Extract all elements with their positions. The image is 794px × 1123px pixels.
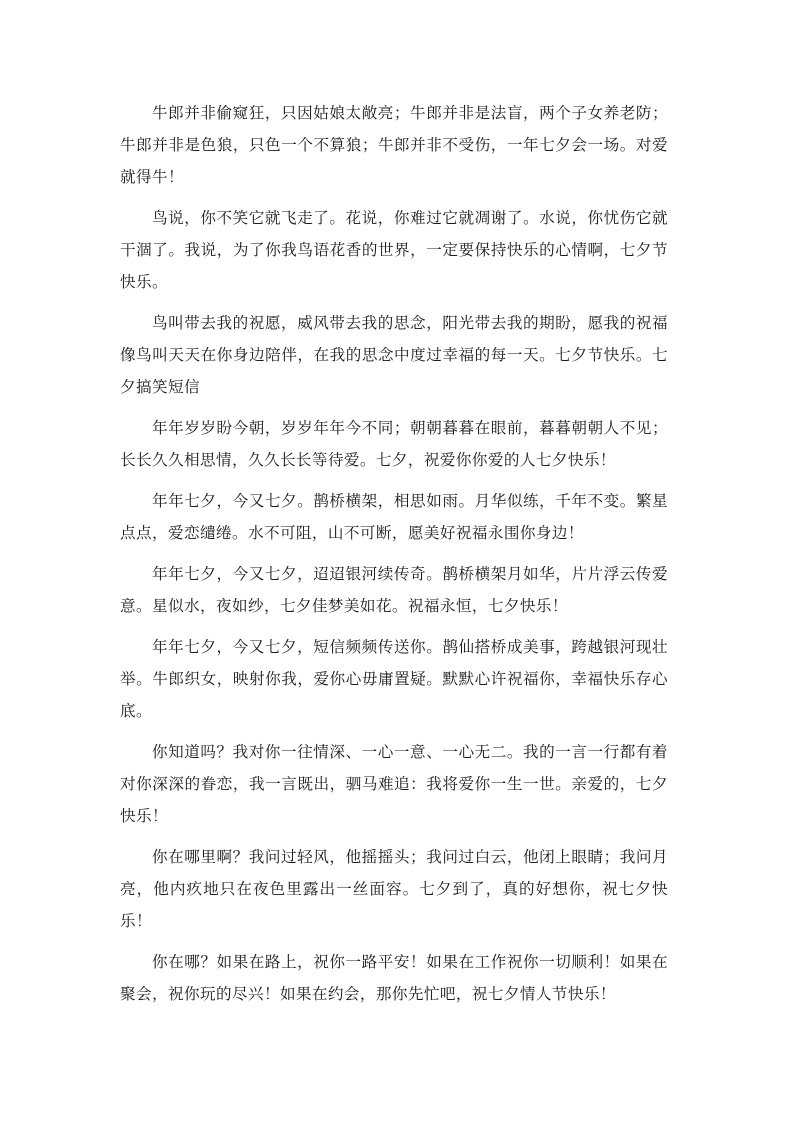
paragraph-9: 你在哪里啊？我问过轻风，他摇摇头；我问过白云，他闭上眼睛；我问月亮，他内疚地只在夜色里露出一丝面容。七夕到了，真的好想你，祝七夕快乐！ [120, 848, 668, 930]
paragraph-7: 年年七夕，今又七夕，短信频频传送你。鹊仙搭桥成美事，跨越银河现壮举。牛郎织女，映射你我，爱你心毋庸置疑。默默心许祝福你，幸福快乐存心底。 [120, 638, 668, 720]
paragraph-10: 你在哪？如果在路上，祝你一路平安！如果在工作祝你一切顺利！如果在聚会，祝你玩的尽兴！如果在约会，那你先忙吧，祝七夕情人节快乐！ [120, 953, 668, 1003]
paragraph-1: 牛郎并非偷窥狂，只因姑娘太敞亮；牛郎并非是法盲，两个子女养老防；牛郎并非是色狼，只色一个不算狼；牛郎并非不受伤，一年七夕会一场。对爱就得牛！ [120, 104, 668, 186]
document-body [120, 97, 668, 1019]
paragraph-4: 年年岁岁盼今朝，岁岁年年今不同；朝朝暮暮在眼前，暮暮朝朝人不见；长长久久相思情，久久长长等待爱。七夕，祝爱你你爱的人七夕快乐！ [120, 419, 668, 469]
paragraph-8: 你知道吗？我对你一往情深、一心一意、一心无二。我的一言一行都有着对你深深的眷恋，我一言既出，驷马难追：我将爱你一生一世。亲爱的，七夕快乐！ [120, 743, 668, 825]
paragraph-2: 鸟说，你不笑它就飞走了。花说，你难过它就凋谢了。水说，你忧伤它就干涸了。我说，为了你我鸟语花香的世界，一定要保持快乐的心情啊，七夕节快乐。 [120, 209, 668, 291]
paragraph-5: 年年七夕，今又七夕。鹊桥横架，相思如雨。月华似练，千年不变。繁星点点，爱恋缱绻。水不可阻，山不可断，愿美好祝福永围你身边！ [120, 492, 668, 542]
paragraph-3: 鸟叫带去我的祝愿，威风带去我的思念，阳光带去我的期盼，愿我的祝福像鸟叫天天在你身边陪伴，在我的思念中度过幸福的每一天。七夕节快乐。七夕搞笑短信 [120, 314, 668, 396]
paragraph-6: 年年七夕，今又七夕，迢迢银河续传奇。鹊桥横架月如华，片片浮云传爱意。星似水，夜如纱，七夕佳梦美如花。祝福永恒，七夕快乐！ [120, 565, 668, 615]
